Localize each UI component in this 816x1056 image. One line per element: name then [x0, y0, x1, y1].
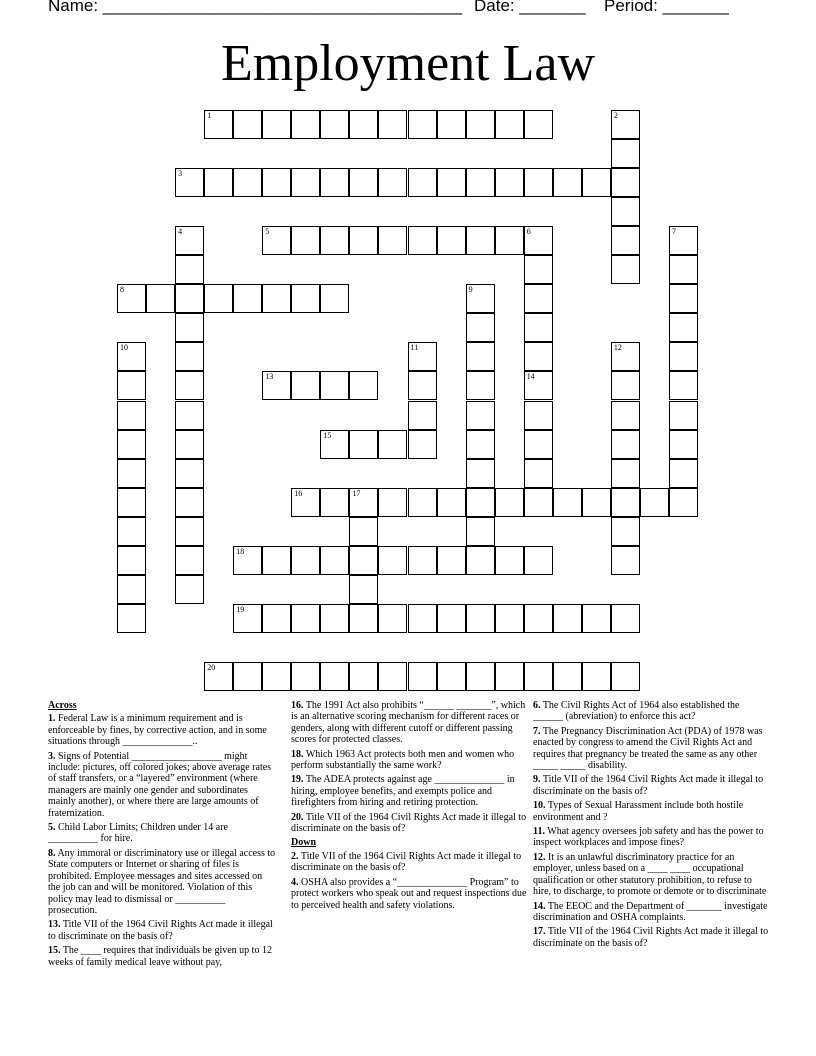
grid-cell[interactable] — [611, 604, 640, 633]
grid-cell[interactable] — [291, 662, 320, 691]
grid-cell[interactable] — [175, 168, 204, 197]
grid-cell[interactable] — [524, 313, 553, 342]
grid-cell[interactable] — [437, 226, 466, 255]
grid-cell[interactable] — [495, 604, 524, 633]
grid-cell[interactable] — [611, 110, 640, 139]
clue-number: 10 — [120, 343, 128, 353]
grid-cell[interactable] — [524, 430, 553, 459]
grid-cell[interactable] — [466, 313, 495, 342]
clue-down-17: 17. Title VII of the 1964 Civil Rights Act made it illegal to discriminate on the basis of? — [533, 926, 769, 949]
grid-cell[interactable] — [466, 546, 495, 575]
grid-cell[interactable] — [553, 662, 582, 691]
clue-number: 20 — [207, 663, 216, 672]
grid-cell[interactable] — [320, 371, 349, 400]
clue-across-20: 20. Title VII of the 1964 Civil Rights Act made it illegal to discriminate on the basis of? — [291, 811, 527, 835]
grid-cell[interactable] — [349, 546, 378, 575]
grid-cell[interactable] — [466, 168, 495, 197]
grid-cell[interactable] — [669, 430, 698, 459]
grid-cell[interactable] — [175, 226, 204, 255]
grid-cell[interactable] — [524, 255, 553, 284]
grid-cell[interactable] — [611, 342, 640, 371]
grid-cell[interactable] — [349, 371, 378, 400]
grid-cell[interactable] — [117, 430, 146, 459]
grid-cell[interactable] — [233, 168, 262, 197]
grid-cell[interactable] — [611, 488, 640, 517]
grid-cell[interactable] — [175, 342, 204, 371]
grid-cell[interactable] — [175, 371, 204, 400]
clue-across-18: 18. Which 1963 Act protects both men and women who perform substantially the same work? — [291, 748, 515, 772]
clue-across-8: 8. Any immoral or discriminatory use or illegal access to State computers or Internet or sharing of files is prohibited. Employee messages and sites accessed on the job can and will be monitored. Violation of this policy may lead to dismissal or __________ prosecution. — [48, 847, 276, 916]
grid-cell[interactable] — [378, 488, 407, 517]
grid-cell[interactable] — [175, 284, 204, 313]
grid-cell[interactable] — [349, 110, 378, 139]
grid-cell[interactable] — [262, 168, 291, 197]
grid-cell[interactable] — [495, 168, 524, 197]
grid-cell[interactable] — [437, 110, 466, 139]
clue-down-10: 10. Types of Sexual Harassment include both hostile environment and ? — [533, 800, 744, 823]
grid-cell[interactable] — [582, 662, 611, 691]
clue-number: 11 — [410, 343, 419, 353]
grid-cell[interactable] — [117, 401, 146, 430]
clue-down-2: 2. Title VII of the 1964 Civil Rights Act made it illegal to discriminate on the basis of? — [291, 850, 522, 874]
clue-across-15: 15. The ____ requires that individuals be given up to 12 weeks of family medical leave without pay, — [48, 945, 272, 968]
clue-down-12: 12. It is an unlawful discriminatory practice for an employer, unless based on a ____ ____ occupational qualification or other statutory prohibition, to refuse to hire, to discharge, to promote or demote or to discriminate — [533, 851, 767, 898]
grid-cell[interactable] — [233, 604, 262, 633]
grid-cell[interactable] — [291, 546, 320, 575]
grid-cell[interactable] — [669, 284, 698, 313]
grid-cell[interactable] — [495, 488, 524, 517]
grid-cell[interactable] — [204, 168, 233, 197]
clue-number: 12 — [613, 343, 622, 353]
grid-cell[interactable] — [524, 401, 553, 430]
date-field: Date: _______ — [474, 0, 586, 15]
clue-down-7: 7. The Pregnancy Discrimination Act (PDA) of 1978 was enacted by congress to amend the Civil Rights Act and requires that pregnancy be treated the same as any other _____ _____ disability. — [533, 725, 763, 772]
grid-cell[interactable] — [466, 488, 495, 517]
grid-cell[interactable] — [117, 371, 146, 400]
grid-cell[interactable] — [524, 662, 553, 691]
grid-cell[interactable] — [378, 546, 407, 575]
grid-cell[interactable] — [291, 284, 320, 313]
grid-cell[interactable] — [669, 371, 698, 400]
grid-cell[interactable] — [408, 401, 437, 430]
grid-cell[interactable] — [524, 342, 553, 371]
grid-cell[interactable] — [349, 604, 378, 633]
grid-cell[interactable] — [320, 110, 349, 139]
across-heading: Across — [48, 700, 77, 711]
grid-cell[interactable] — [553, 488, 582, 517]
grid-cell[interactable] — [204, 662, 233, 691]
clues-column-3 — [533, 700, 769, 952]
grid-cell[interactable] — [466, 401, 495, 430]
grid-cell[interactable] — [378, 662, 407, 691]
grid-cell[interactable] — [408, 488, 437, 517]
grid-cell[interactable] — [611, 371, 640, 400]
grid-cell[interactable] — [117, 342, 146, 371]
grid-cell[interactable] — [204, 284, 233, 313]
grid-cell[interactable] — [320, 488, 349, 517]
grid-cell[interactable] — [175, 488, 204, 517]
grid-cell[interactable] — [291, 371, 320, 400]
grid-cell[interactable] — [320, 546, 349, 575]
grid-cell[interactable] — [611, 168, 640, 197]
grid-cell[interactable] — [291, 168, 320, 197]
grid-cell[interactable] — [117, 459, 146, 488]
grid-cell[interactable] — [175, 517, 204, 546]
clue-across-1: 1. Federal Law is a minimum requirement and is enforceable by fines, by corrective action, and in some situations through ______________.. — [48, 713, 267, 748]
grid-cell[interactable] — [466, 517, 495, 546]
grid-cell[interactable] — [611, 517, 640, 546]
grid-cell[interactable] — [349, 662, 378, 691]
grid-cell[interactable] — [524, 459, 553, 488]
grid-cell[interactable] — [437, 488, 466, 517]
grid-cell[interactable] — [320, 430, 349, 459]
clue-across-5: 5. Child Labor Limits; Children under 14 are __________ for hire. — [48, 822, 228, 845]
grid-cell[interactable] — [408, 110, 437, 139]
grid-cell[interactable] — [669, 401, 698, 430]
grid-cell[interactable] — [582, 168, 611, 197]
grid-cell[interactable] — [175, 546, 204, 575]
grid-cell[interactable] — [175, 313, 204, 342]
clue-number: 19 — [236, 604, 245, 614]
grid-cell[interactable] — [408, 342, 437, 371]
clue-number: 17 — [352, 488, 361, 498]
grid-cell[interactable] — [320, 604, 349, 633]
grid-cell[interactable] — [378, 430, 407, 459]
grid-cell[interactable] — [117, 546, 146, 575]
grid-cell[interactable] — [553, 604, 582, 633]
grid-cell[interactable] — [495, 110, 524, 139]
grid-cell[interactable] — [378, 604, 407, 633]
grid-cell[interactable] — [437, 662, 466, 691]
grid-cell[interactable] — [349, 488, 378, 517]
clue-across-13: 13. Title VII of the 1964 Civil Rights Act made it illegal to discriminate on the basis of? — [48, 919, 273, 942]
grid-cell[interactable] — [611, 139, 640, 168]
grid-cell[interactable] — [233, 546, 262, 575]
grid-cell[interactable] — [117, 517, 146, 546]
grid-cell[interactable] — [291, 226, 320, 255]
down-heading: Down — [291, 837, 317, 849]
grid-cell[interactable] — [117, 575, 146, 604]
clue-number: 4 — [178, 227, 183, 237]
clue-number: 6 — [526, 227, 531, 237]
grid-cell[interactable] — [146, 284, 175, 313]
grid-cell[interactable] — [524, 110, 553, 139]
grid-cell[interactable] — [262, 284, 291, 313]
period-field: Period: _______ — [604, 0, 729, 15]
clue-number: 5 — [265, 227, 270, 237]
grid-cell[interactable] — [466, 604, 495, 633]
grid-cell[interactable] — [466, 430, 495, 459]
grid-cell[interactable] — [524, 168, 553, 197]
grid-cell[interactable] — [495, 226, 524, 255]
grid-cell[interactable] — [408, 604, 437, 633]
grid-cell[interactable] — [669, 255, 698, 284]
grid-cell[interactable] — [408, 371, 437, 400]
grid-cell[interactable] — [320, 284, 349, 313]
grid-cell[interactable] — [611, 430, 640, 459]
grid-cell[interactable] — [349, 430, 378, 459]
grid-cell[interactable] — [291, 110, 320, 139]
grid-cell[interactable] — [524, 284, 553, 313]
grid-cell[interactable] — [320, 168, 349, 197]
grid-cell[interactable] — [611, 226, 640, 255]
clue-across-3: 3. Signs of Potential __________________ might include: pictures, off colored jokes; above average rates of staff transfers, or a “layered” environment (where managers are mainly one gender and subordinates mainly another), or where there are large amounts of fraternization. — [48, 750, 272, 819]
grid-cell[interactable] — [495, 662, 524, 691]
grid-cell[interactable] — [291, 604, 320, 633]
clue-across-19: 19. The ADEA protects against age ______________ in hiring, employee benefits, and exempts police and firefighters from hiring and retiring protection. — [291, 774, 515, 809]
grid-cell[interactable] — [611, 546, 640, 575]
grid-cell[interactable] — [437, 546, 466, 575]
clue-number: 13 — [265, 372, 274, 382]
grid-cell[interactable] — [117, 284, 146, 313]
clue-down-9: 9. Title VII of the 1964 Civil Rights Act made it illegal to discriminate on the basis of? — [533, 774, 764, 797]
grid-cell[interactable] — [611, 459, 640, 488]
grid-cell[interactable] — [466, 284, 495, 313]
grid-cell[interactable] — [320, 226, 349, 255]
grid-cell[interactable] — [524, 371, 553, 400]
grid-cell[interactable] — [233, 110, 262, 139]
grid-cell[interactable] — [175, 430, 204, 459]
grid-cell[interactable] — [437, 604, 466, 633]
clue-number: 1 — [207, 111, 212, 120]
grid-cell[interactable] — [466, 342, 495, 371]
grid-cell[interactable] — [349, 575, 378, 604]
grid-cell[interactable] — [466, 110, 495, 139]
grid-cell[interactable] — [408, 168, 437, 197]
grid-cell[interactable] — [291, 488, 320, 517]
grid-cell[interactable] — [640, 488, 669, 517]
grid-cell[interactable] — [262, 546, 291, 575]
grid-cell[interactable] — [669, 313, 698, 342]
grid-cell[interactable] — [408, 226, 437, 255]
grid-cell[interactable] — [495, 546, 524, 575]
grid-cell[interactable] — [262, 110, 291, 139]
grid-cell[interactable] — [408, 430, 437, 459]
clue-number: 14 — [526, 372, 535, 382]
grid-cell[interactable] — [524, 546, 553, 575]
grid-cell[interactable] — [611, 401, 640, 430]
grid-cell[interactable] — [320, 662, 349, 691]
grid-cell[interactable] — [466, 459, 495, 488]
grid-cell[interactable] — [669, 342, 698, 371]
grid-cell[interactable] — [117, 488, 146, 517]
grid-cell[interactable] — [582, 488, 611, 517]
clues-column-1 — [48, 700, 276, 971]
grid-cell[interactable] — [378, 226, 407, 255]
grid-cell[interactable] — [408, 662, 437, 691]
grid-cell[interactable] — [233, 662, 262, 691]
grid-cell[interactable] — [175, 255, 204, 284]
grid-cell[interactable] — [669, 488, 698, 517]
grid-cell[interactable] — [204, 110, 233, 139]
clue-number: 3 — [178, 169, 183, 179]
grid-cell[interactable] — [524, 604, 553, 633]
grid-cell[interactable] — [262, 371, 291, 400]
grid-cell[interactable] — [611, 255, 640, 284]
clue-number: 8 — [120, 285, 124, 295]
grid-cell[interactable] — [582, 604, 611, 633]
clue-down-4: 4. OSHA also provides a “______________ Program” to protect workers who speak out and request inspections due to perceived health and safety violations. — [291, 876, 527, 911]
grid-cell[interactable] — [117, 604, 146, 633]
grid-cell[interactable] — [349, 168, 378, 197]
grid-cell[interactable] — [408, 546, 437, 575]
grid-cell[interactable] — [378, 110, 407, 139]
clue-down-14: 14. The EEOC and the Department of _______ investigate discrimination and OSHA complaints. — [533, 900, 768, 923]
grid-cell[interactable] — [175, 401, 204, 430]
name-field: Name: ______________________________________ — [48, 0, 463, 15]
clues-column-2 — [291, 700, 527, 914]
clue-number: 16 — [294, 488, 303, 498]
grid-cell[interactable] — [262, 604, 291, 633]
grid-cell[interactable] — [175, 575, 204, 604]
clue-number: 9 — [468, 285, 473, 295]
clue-number: 2 — [613, 111, 618, 120]
grid-cell[interactable] — [524, 488, 553, 517]
grid-cell[interactable] — [437, 168, 466, 197]
grid-cell[interactable] — [349, 517, 378, 546]
grid-cell[interactable] — [175, 459, 204, 488]
grid-cell[interactable] — [524, 226, 553, 255]
grid-cell[interactable] — [669, 226, 698, 255]
clue-down-11: 11. What agency oversees job safety and has the power to inspect workplaces and impose fines? — [533, 826, 764, 849]
grid-cell[interactable] — [378, 168, 407, 197]
clue-number: 18 — [236, 546, 245, 556]
page-title: Employment Law — [220, 35, 596, 92]
grid-cell[interactable] — [233, 284, 262, 313]
clue-across-16: 16. The 1991 Act also prohibits “______ _______”, which is an alternative scoring mechanism for different races or genders, along with different cutoff or different passing scores for protected classes. — [291, 700, 526, 746]
grid-cell[interactable] — [466, 662, 495, 691]
grid-cell[interactable] — [553, 168, 582, 197]
grid-cell[interactable] — [611, 197, 640, 226]
clue-number: 7 — [672, 227, 676, 237]
clue-down-6: 6. The Civil Rights Act of 1964 also established the ______ (abreviation) to enforce this act? — [533, 700, 740, 723]
grid-cell[interactable] — [669, 459, 698, 488]
grid-cell[interactable] — [349, 226, 378, 255]
grid-cell[interactable] — [262, 662, 291, 691]
grid-cell[interactable] — [466, 371, 495, 400]
grid-cell[interactable] — [611, 662, 640, 691]
grid-cell[interactable] — [262, 226, 291, 255]
grid-cell[interactable] — [466, 226, 495, 255]
clue-number: 15 — [323, 430, 332, 440]
